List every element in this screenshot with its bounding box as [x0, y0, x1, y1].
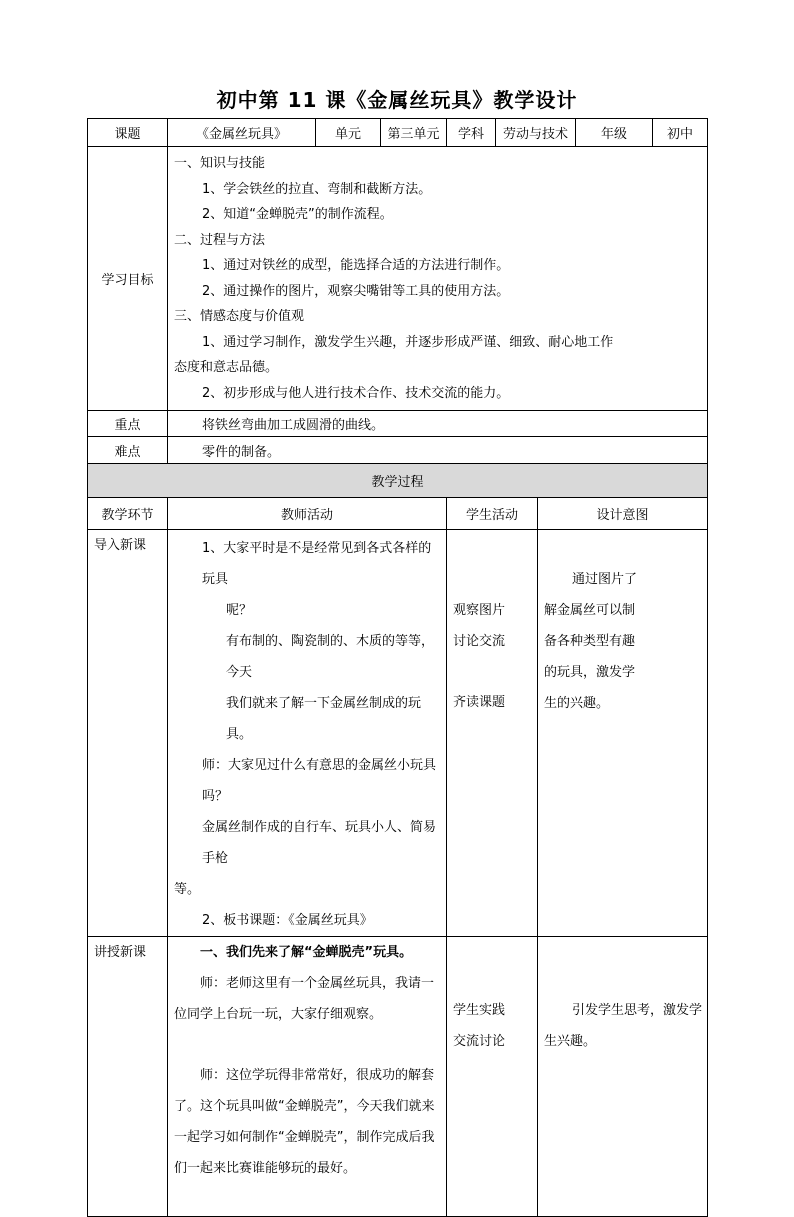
- teacher-activity: [168, 530, 447, 937]
- teacher-line: 师：大家见过什么有意思的金属丝小玩具吗？: [202, 758, 437, 804]
- teacher-line: 呢？: [226, 603, 253, 618]
- student-activity: [447, 530, 538, 937]
- process-columns-row: [88, 498, 708, 530]
- teacher-line: 师：老师这里有一个金属丝玩具，我请一位同学上台玩一玩，大家仔细观察。: [174, 976, 435, 1022]
- grade-label: 年级: [576, 119, 653, 147]
- objective-item: 2、初步形成与他人进行技术合作、技术交流的能力。: [202, 385, 510, 401]
- objective-item: 2、通过操作的图片，观察尖嘴钳等工具的使用方法。: [202, 283, 510, 299]
- stage-cell: 导入新课: [88, 530, 168, 937]
- intent-line: 解金属丝可以制: [544, 603, 636, 618]
- intent-line: 通过图片了: [572, 572, 638, 587]
- objectives-content: [168, 147, 708, 411]
- process-header: 教学过程: [88, 464, 708, 498]
- objective-heading: 一、知识与技能: [174, 156, 266, 171]
- key-point-value: 将铁丝弯曲加工成圆滑的曲线。: [168, 411, 708, 437]
- difficulty-value: 零件的制备。: [168, 437, 708, 464]
- student-activity: [447, 937, 538, 1217]
- difficulty-row: [88, 437, 708, 464]
- objective-item-continued: 态度和意志品德。: [174, 360, 279, 375]
- teacher-line: 师：这位学玩得非常常好，很成功的解套了。这个玩具叫做“金蝉脱壳”，今天我们就来一起学习如何制作“金蝉脱壳”，制作完成后我们一起来比赛谁能够玩的最好。: [174, 1068, 435, 1176]
- objectives-row: [88, 147, 708, 411]
- design-intent: [538, 530, 708, 937]
- teacher-line: 2、板书课题：《金属丝玩具》: [202, 913, 373, 928]
- student-line: 学生实践: [453, 1003, 506, 1018]
- column-stage: 教学环节: [88, 498, 168, 530]
- process-row-intro: [88, 530, 708, 937]
- key-point-row: [88, 411, 708, 437]
- subject-label: 课题: [88, 119, 168, 147]
- teacher-line: 等。: [174, 882, 201, 897]
- unit-value: 第三单元: [381, 119, 447, 147]
- subject-value: 《金属丝玩具》: [168, 119, 316, 147]
- objective-heading: 二、过程与方法: [174, 232, 266, 248]
- key-point-label: 重点: [88, 411, 168, 437]
- design-intent: [538, 937, 708, 1217]
- teacher-line: 一、我们先来了解“金蝉脱壳”玩具。: [200, 945, 413, 960]
- process-header-row: [88, 464, 708, 498]
- student-line: 交流讨论: [453, 1034, 506, 1049]
- objective-item: 1、学会铁丝的拉直、弯制和截断方法。: [202, 181, 432, 197]
- student-line: 讨论交流: [453, 634, 506, 649]
- stage-cell: 讲授新课: [88, 937, 168, 1217]
- student-line: 观察图片: [453, 603, 506, 618]
- teacher-activity: [168, 937, 447, 1217]
- column-student: 学生活动: [447, 498, 538, 530]
- course-label: 学科: [447, 119, 496, 147]
- teacher-line: 有布制的、陶瓷制的、木质的等等，今天: [226, 634, 435, 680]
- column-intent: 设计意图: [538, 498, 708, 530]
- grade-value: 初中: [653, 119, 708, 147]
- objective-heading: 三、情感态度与价值观: [174, 309, 305, 324]
- intent-line: 引发学生思考，激发学生兴趣。: [544, 1003, 703, 1049]
- process-row-new-lesson: [88, 937, 708, 1217]
- teacher-line: 我们就来了解一下金属丝制成的玩具。: [226, 696, 422, 742]
- teacher-line: 金属丝制作成的自行车、玩具小人、简易手枪: [202, 820, 437, 866]
- intent-line: 备各种类型有趣: [544, 634, 636, 649]
- student-line: 齐读课题: [453, 695, 506, 710]
- course-value: 劳动与技术: [496, 119, 576, 147]
- objective-item: 1、通过对铁丝的成型，能选择合适的方法进行制作。: [202, 258, 510, 273]
- teacher-line: 1、大家平时是不是经常见到各式各样的玩具: [202, 541, 432, 587]
- difficulty-label: 难点: [88, 437, 168, 464]
- column-teacher: 教师活动: [168, 498, 447, 530]
- lesson-plan-table: [87, 118, 708, 1217]
- info-row: [88, 119, 708, 147]
- intent-line: 生的兴趣。: [544, 696, 610, 711]
- objective-item: 2、知道“金蝉脱壳”的制作流程。: [202, 207, 393, 222]
- objective-item: 1、通过学习制作，激发学生兴趣，并逐步形成严谨、细致、耐心地工作: [202, 334, 614, 350]
- intent-line: 的玩具，激发学: [544, 665, 636, 680]
- unit-label: 单元: [316, 119, 381, 147]
- objectives-label: 学习目标: [88, 147, 168, 411]
- page-title: 初中第 11 课《金属丝玩具》教学设计: [216, 88, 578, 112]
